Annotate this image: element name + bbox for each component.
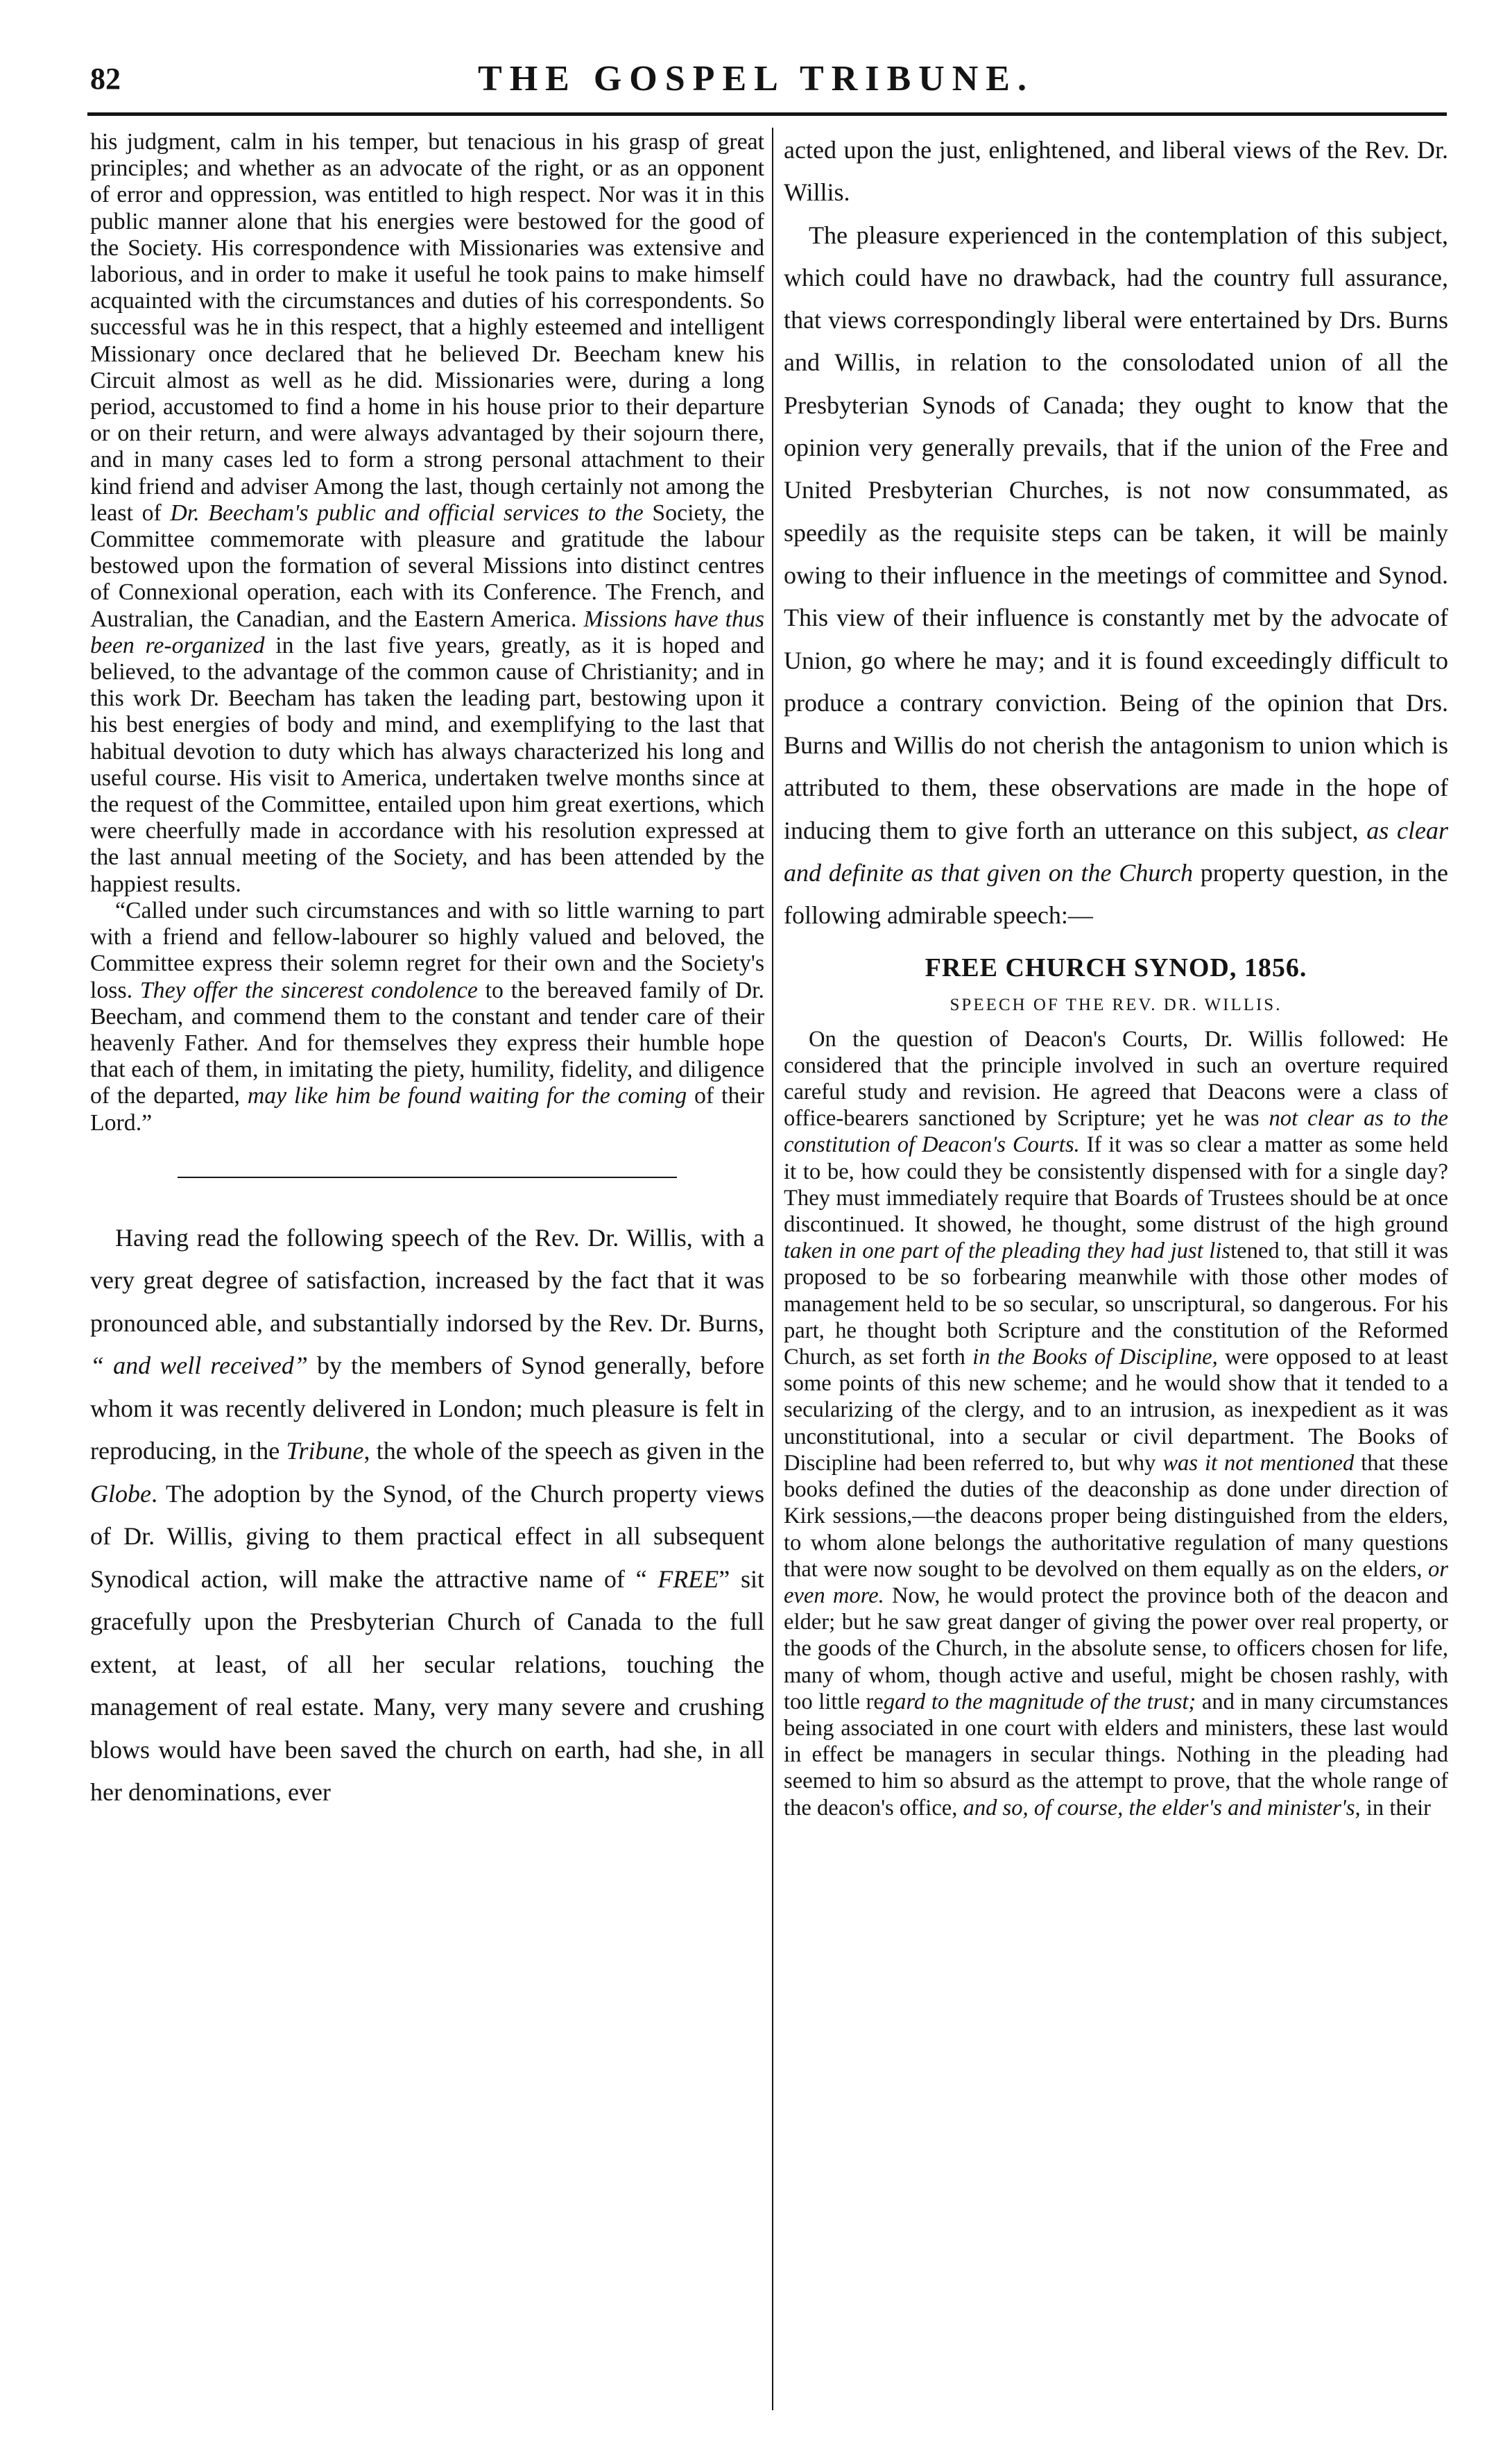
text-run: The pleasure experienced in the contemplation of this subject, which could have no drawback, had the country full assurance, that views correspondingly liberal were entertained by Drs. Burns and Willis, in relation to the consolodated union of all the Presbyterian Synods of Canada; they ought to know that the opinion very generally prevails, that if the union of the Free and United Presbyterian Churches, is not now consummated, as speedily as the requisite steps can be taken, it will be mainly owing to their influence in the meetings of committee and Synod. This view of their influence is constantly met by the advocate of Union, go where he may; and it is found exceedingly difficult to produce a contrary conviction. Being of the opinion that Drs. Burns and Willis do not cherish the antagonism to union which is attributed to them, these observations are made in the hope of inducing them to give forth an utterance on this subject, bbox=[784, 221, 1448, 844]
column-rule bbox=[772, 128, 773, 2410]
text-run: ” sit gracefully upon the Presbyterian Church of Canada to the full extent, at least, of all her secular relations, touching the management of real estate. Many, very many severe and crushing blows would have been saved the church on earth, had she, in all her denominations, ever bbox=[90, 1564, 764, 1807]
italic-run: as clear and definite as that given on the Church bbox=[784, 816, 1449, 887]
italic-run: gard to the magnitude of the trust; bbox=[883, 1689, 1196, 1714]
text-run: to the bereaved family of Dr. Beecham, and commend them to the constant and tender care of their heavenly Father. And for themselves they express their humble hope that each of them, in imitating the piety, humility, fidelity, and diligence of the departed, bbox=[90, 977, 764, 1109]
text-run: in the last five years, greatly, as it is hoped and believed, to the advantage of the common cause of Christianity; and in this work Dr. Beecham has taken the leading part, bestowing upon it his best energies of body and mind, and exemplifying to the last that habitual devotion to duty which has always characterized his long and useful course. His visit to America, undertaken twelve months since at the request of the Committee, entailed upon him great exertions, which were cheerfully made in accordance with his resolution expressed at the last annual meeting of the Society, and has been attended by the happiest results. bbox=[90, 632, 764, 897]
page-number: 82 bbox=[90, 62, 121, 96]
continuation-paragraph: acted upon the just, enlightened, and liberal views of the Rev. Dr. Willis. bbox=[784, 136, 1448, 207]
left-column bbox=[90, 129, 764, 1814]
italic-run: Missions have thus been re-organized bbox=[90, 606, 765, 658]
italic-run: Tribune bbox=[286, 1437, 364, 1465]
text-run: Society, the Committee commemorate with pleasure and gratitude the labour bestowed upon the formation of several Missions into distinct centres of Connexional operation, each with its Conference. The French, and Australian, the Canadian, and the Eastern America. bbox=[90, 500, 764, 632]
italic-run: may like him be found waiting for the coming bbox=[247, 1083, 687, 1109]
italic-run: Dr. Beecham's public and official services to the bbox=[170, 500, 644, 526]
text-run: by the members of Synod generally, before whom it was recently delivered in London; much pleasure is felt in reproducing, in the bbox=[90, 1352, 764, 1465]
header-rule bbox=[87, 112, 1447, 116]
italic-run: “ and well received” bbox=[90, 1352, 308, 1380]
speech-paragraph bbox=[784, 1026, 1448, 1821]
text-run: On the question of Deacon's Courts, Dr. Willis followed: He considered that the principle involved in such an overture required careful study and revision. He agreed that Deacons were a class of office-bearers sanctioned by Scripture; yet he was bbox=[784, 1026, 1448, 1132]
text-run: and in many circumstances being associated in one court with elders and ministers, these last would in effect be managers in secular things. Nothing in the pleading had seemed to him so absurd as the attempt to prove, that the whole range of the deacon's office, bbox=[784, 1689, 1448, 1821]
text-run: his judgment, calm in his temper, but tenacious in his grasp of great principles; and whether as an advocate of the right, or as an opponent of error and oppression, was entitled to high respect. Nor was it in this public manner alone that his energies were bestowed for the good of the Society. His correspondence with Missionaries was extensive and laborious, and in order to make it useful he took pains to make himself acquainted with the circumstances and duties of his correspondents. So successful was he in this respect, that a highly esteemed and intelligent Missionary once declared that he believed Dr. Beecham knew his Circuit almost as well as he did. Missionaries were, during a long period, accustomed to find a home in his house prior to their departure or on their return, and were always advantaged by their sojourn there, and in many cases led to form a strong personal attachment to their kind friend and adviser Among the last, though certainly not among the least of bbox=[90, 129, 764, 526]
section-heading: FREE CHURCH SYNOD, 1856. bbox=[925, 953, 1307, 982]
section-divider bbox=[178, 1177, 677, 1178]
obituary-paragraph bbox=[90, 129, 764, 898]
text-run: . The adoption by the Synod, of the Church property views of Dr. Willis, giving to them practical effect in all subsequent Synodical action, will make the attractive name of “ bbox=[90, 1479, 764, 1593]
text-run: property question, in the following admirable speech:— bbox=[784, 859, 1448, 930]
section-subheading: SPEECH OF THE REV. DR. WILLIS. bbox=[950, 995, 1282, 1014]
italic-run: FREE bbox=[658, 1564, 719, 1593]
italic-run: They offer the sincerest condolence bbox=[139, 977, 478, 1003]
italic-run: Globe bbox=[90, 1479, 151, 1508]
right-column bbox=[784, 129, 1448, 1821]
text-run: Now, he would protect the province both of the deacon and elder; but he saw great danger of giving the power over real property, or the goods of the Church, in the absolute sense, to officers chosen for life, many of whom, though active and useful, might be chosen rashly, with too little re bbox=[784, 1583, 1448, 1714]
text-run: Having read the following speech of the Rev. Dr. Willis, with a very great degree of satisfaction, increased by the fact that it was pronounced able, and substantially indorsed by the Rev. Dr. Burns, bbox=[90, 1223, 764, 1337]
text-run: , the whole of the speech as given in the bbox=[363, 1437, 765, 1465]
running-title: THE GOSPEL TRIBUNE. bbox=[478, 59, 1034, 99]
text-run: that these books defined the duties of the deaconship as done under direction of Kirk sessions,—the deacons proper being distinguished from the elders, to whom alone belongs the authoritative regulation of many questions that were now sought to be devolved on them equally as on the elders, bbox=[784, 1450, 1448, 1582]
text-run: “Called under such circumstances and with so little warning to part with a friend and fellow-labourer so highly valued and beloved, the Committee express their solemn regret for their own and the Society's loss. bbox=[90, 897, 764, 1003]
text-run: in their bbox=[1360, 1795, 1432, 1821]
italic-run: in the Books of Discipline, bbox=[972, 1345, 1218, 1370]
italic-run: taken in one part of the pleading they had just lis bbox=[784, 1238, 1231, 1264]
union-paragraph bbox=[784, 214, 1448, 937]
text-run: of their Lord.” bbox=[90, 1083, 764, 1136]
italic-run: was it not mentioned bbox=[1162, 1450, 1355, 1476]
italic-run: or even more. bbox=[784, 1556, 1448, 1608]
text-run: tened to, that still it was proposed to be so forbearing meanwhile with those other modes of management held to be so secular, so unscriptural, so dangerous. For his part, he thought both Scripture and the constitution of the Reformed Church, as set forth bbox=[784, 1238, 1448, 1370]
italic-run: and so, of course, the elder's and minister's, bbox=[963, 1795, 1361, 1821]
text-run: were opposed to at least some points of this new scheme; and he would show that it tended to a secularizing of the clergy, and to an intrusion, as inexpedient as it was unconstitutional, into a secular or civil department. The Books of Discipline had been referred to, but why bbox=[784, 1345, 1448, 1476]
obituary-quote-paragraph bbox=[90, 898, 764, 1136]
text-run: If it was so clear a matter as some held it to be, how could they be consistently dispensed with for a single day? They must immediately require that Boards of Trustees should be at once discontinued. It showed, he thought, some distrust of the high ground bbox=[784, 1132, 1448, 1238]
italic-run: not clear as to the constitution of Deacon's Courts. bbox=[784, 1106, 1448, 1158]
editorial-paragraph bbox=[90, 1217, 764, 1814]
